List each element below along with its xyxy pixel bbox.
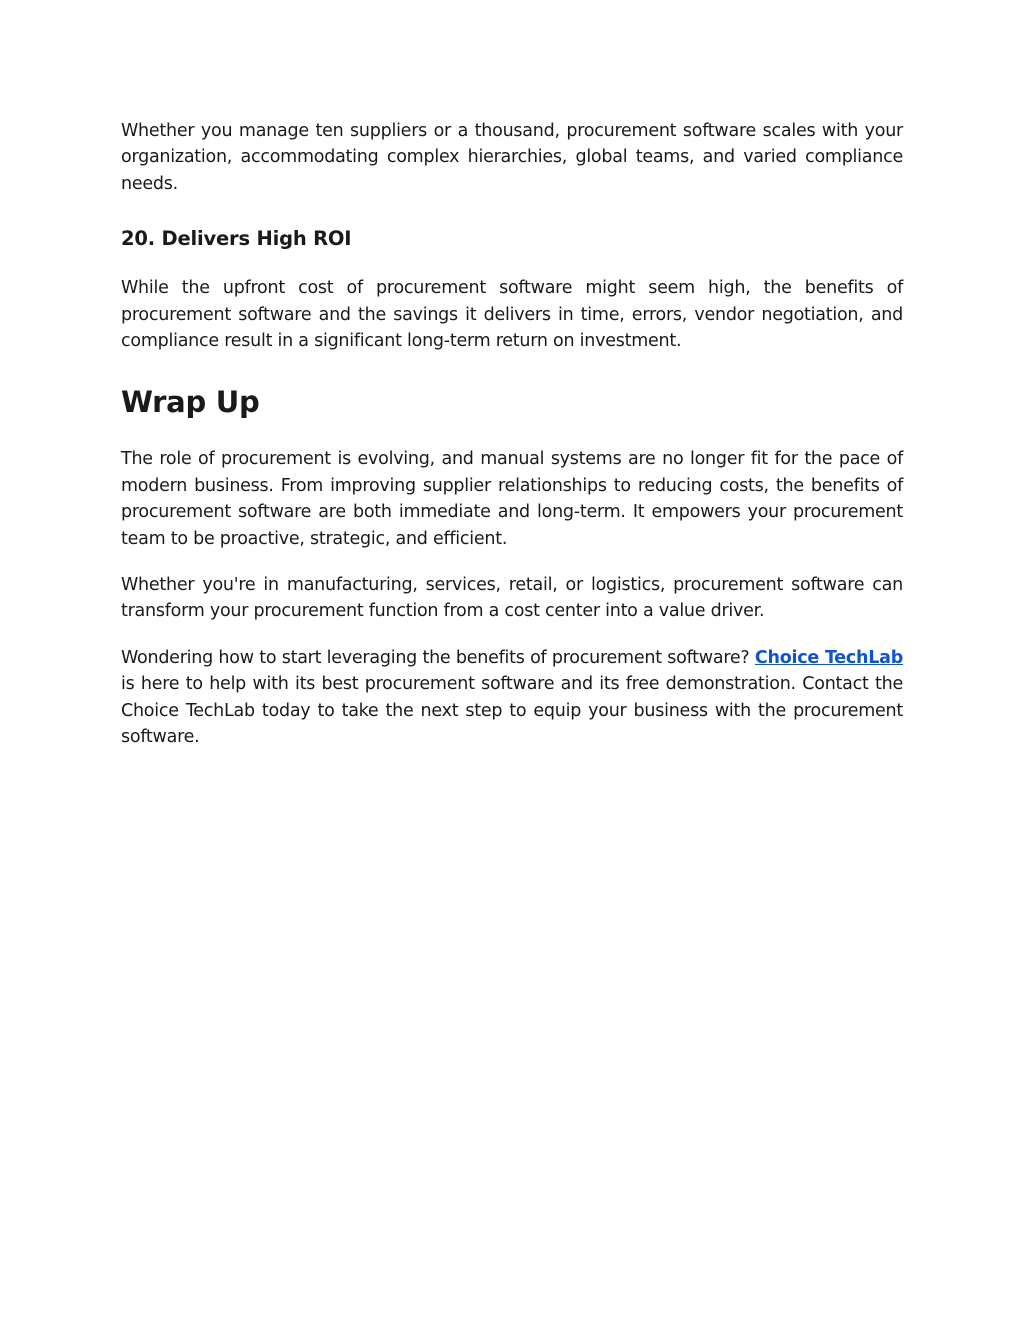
wrap-up-paragraph-3: [121, 645, 903, 751]
cta-text-before: Wondering how to start leveraging the benefits of procurement software?: [121, 647, 755, 668]
roi-heading: 20. Delivers High ROI: [121, 227, 352, 251]
wrap-up-heading: Wrap Up: [121, 385, 260, 420]
document-page: [121, 118, 903, 751]
choice-techlab-link[interactable]: Choice TechLab: [754, 647, 903, 668]
wrap-up-paragraph-2: Whether you're in manufacturing, services, retail, or logistics, procurement software can transform your procurement function from a cost center into a value driver.: [121, 575, 903, 622]
roi-paragraph: While the upfront cost of procurement software might seem high, the benefits of procurement software and the savings it delivers in time, errors, vendor negotiation, and compliance result in a significant long-term return on investment.: [121, 278, 903, 352]
cta-text-after: is here to help with its best procurement software and its free demonstration. Contact the Choice TechLab today to take the next step to equip your business with the procurement software.: [121, 674, 903, 748]
wrap-up-paragraph-1: The role of procurement is evolving, and manual systems are no longer fit for the pace of modern business. From improving supplier relationships to reducing costs, the benefits of procurement software are both immediate and long-term. It empowers your procurement team to be proactive, strategic, and efficient.: [121, 449, 903, 549]
scalability-paragraph: Whether you manage ten suppliers or a thousand, procurement software scales with your organization, accommodating complex hierarchies, global teams, and varied compliance needs.: [121, 121, 903, 194]
